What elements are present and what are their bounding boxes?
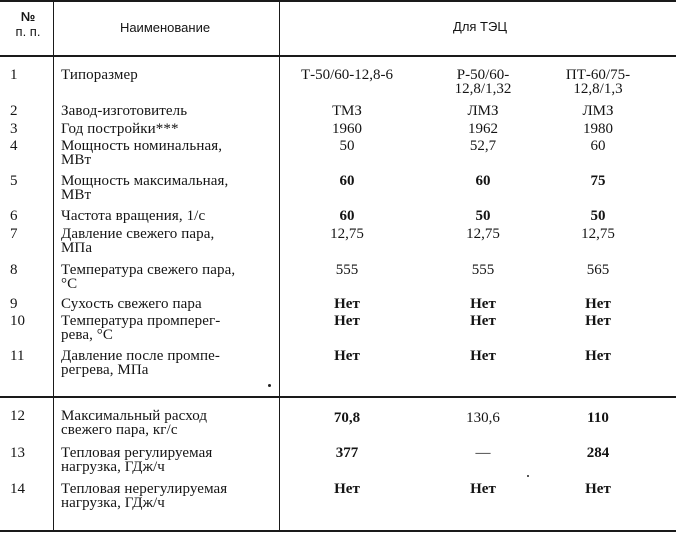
row-name-line: свежего пара, кг/с <box>61 422 178 438</box>
row-value-cell <box>418 297 548 311</box>
row-name-line: Максимальный расход <box>61 408 208 424</box>
row-value-line: 12,8/1,3 <box>573 81 623 97</box>
row-value-line: Нет <box>585 296 611 312</box>
row-value-cell <box>282 349 412 363</box>
row-number: 2 <box>10 103 18 119</box>
row-value-cell <box>282 68 412 82</box>
row-value-line: 284 <box>586 445 610 461</box>
row-value-cell <box>282 174 412 188</box>
row-name <box>61 122 279 136</box>
row-name-line: Сухость свежего пара <box>61 296 202 312</box>
row-name <box>61 139 279 167</box>
header-num-line2: п. п. <box>15 24 41 39</box>
row-name-line: Давление после промпе- <box>61 348 220 364</box>
row-value-line: Нет <box>334 348 360 364</box>
row-name <box>61 227 279 255</box>
row-value-cell <box>418 314 548 328</box>
row-value-cell <box>533 174 663 188</box>
row-name-line: регрева, МПа <box>61 362 149 378</box>
row-value-line: 12,75 <box>330 226 364 242</box>
row-value-line: 50 <box>475 208 491 224</box>
row-value-line: Нет <box>470 348 496 364</box>
row-name-line: МПа <box>61 240 93 256</box>
row-name <box>61 349 279 377</box>
row-value-cell <box>533 263 663 277</box>
row-value-cell <box>533 482 663 496</box>
row-name-line: Мощность номинальная, <box>61 138 223 154</box>
row-name-line: Тепловая регулируемая <box>61 445 213 461</box>
row-value-cell <box>533 349 663 363</box>
row-name <box>61 446 279 474</box>
row-value-cell <box>418 174 548 188</box>
row-value-line: Нет <box>470 296 496 312</box>
row-value-line: Нет <box>334 313 360 329</box>
row-value-cell <box>282 297 412 311</box>
row-name-line: Типоразмер <box>61 67 138 83</box>
row-value-cell <box>533 68 663 96</box>
row-name-line: МВт <box>61 152 92 168</box>
row-value-cell <box>533 446 663 460</box>
header-num-line1: № <box>20 9 36 24</box>
row-number: 5 <box>10 173 18 189</box>
row-name-line: нагрузка, ГДж/ч <box>61 495 165 511</box>
row-value-cell <box>418 482 548 496</box>
row-value-line: 12,8/1,32 <box>454 81 512 97</box>
row-name-line: Мощность максимальная, <box>61 173 229 189</box>
row-value-line: 1962 <box>468 121 498 137</box>
row-name-line: Частота вращения, 1/с <box>61 208 206 224</box>
row-name-line: МВт <box>61 187 92 203</box>
row-name <box>61 263 279 291</box>
row-value-line: Нет <box>585 481 611 497</box>
row-value-line: ЛМЗ <box>467 103 499 119</box>
row-name-line: Температура промперег- <box>61 313 221 329</box>
row-name <box>61 409 279 437</box>
section-divider-rule <box>0 396 676 398</box>
row-value-line: ЛМЗ <box>582 103 614 119</box>
row-value-cell <box>418 411 548 425</box>
row-value-cell <box>418 104 548 118</box>
row-name-line: нагрузка, ГДж/ч <box>61 459 165 475</box>
row-value-cell <box>282 446 412 460</box>
row-value-line: 130,6 <box>466 410 500 426</box>
row-name-line: Тепловая нерегулируемая <box>61 481 228 497</box>
row-name-line: рева, °С <box>61 327 114 343</box>
row-name <box>61 174 279 202</box>
row-value-line: 555 <box>471 262 495 278</box>
row-number: 10 <box>10 313 25 329</box>
row-value-line: 75 <box>590 173 606 189</box>
row-value-cell <box>418 139 548 153</box>
row-value-cell <box>282 209 412 223</box>
row-value-cell <box>533 314 663 328</box>
row-value-cell <box>533 209 663 223</box>
row-number: 9 <box>10 296 18 312</box>
row-value-cell <box>533 227 663 241</box>
row-value-line: 12,75 <box>466 226 500 242</box>
row-name <box>61 297 279 311</box>
row-value-line: 1960 <box>332 121 362 137</box>
row-value-line: Т-50/60-12,8-6 <box>300 67 394 83</box>
row-value-line: 377 <box>335 445 359 461</box>
row-value-cell <box>282 314 412 328</box>
row-name <box>61 104 279 118</box>
row-value-line: Нет <box>334 296 360 312</box>
row-value-line: Нет <box>470 481 496 497</box>
row-name <box>61 314 279 342</box>
row-value-line: 60 <box>339 208 355 224</box>
row-number: 8 <box>10 262 18 278</box>
print-speck <box>527 475 529 477</box>
row-name <box>61 482 279 510</box>
row-value-line: 12,75 <box>581 226 615 242</box>
name-column-divider <box>279 0 280 532</box>
row-value-line: 60 <box>590 138 606 154</box>
row-value-cell <box>282 227 412 241</box>
row-value-line: 555 <box>335 262 359 278</box>
row-value-line: 52,7 <box>469 138 497 154</box>
row-value-cell <box>282 139 412 153</box>
print-speck <box>268 384 271 387</box>
row-name-line: Температура свежего пара, <box>61 262 236 278</box>
row-number: 12 <box>10 408 25 424</box>
header-name: Наименование <box>119 20 211 35</box>
row-value-line: — <box>475 445 491 461</box>
row-name-line: Завод-изготовитель <box>61 103 188 119</box>
row-value-cell <box>282 263 412 277</box>
row-value-cell <box>418 446 548 460</box>
row-value-line: 60 <box>475 173 491 189</box>
row-value-cell <box>533 411 663 425</box>
row-number: 3 <box>10 121 18 137</box>
row-number: 4 <box>10 138 18 154</box>
row-value-line: Нет <box>470 313 496 329</box>
row-value-line: Нет <box>585 313 611 329</box>
row-number: 13 <box>10 445 25 461</box>
row-value-cell <box>533 139 663 153</box>
row-name <box>61 209 279 223</box>
row-value-line: 50 <box>339 138 355 154</box>
row-value-line: Нет <box>585 348 611 364</box>
row-value-cell <box>533 104 663 118</box>
header-group: Для ТЭЦ <box>453 19 507 34</box>
row-value-line: 110 <box>587 410 609 426</box>
row-value-cell <box>282 122 412 136</box>
row-name-line: Давление свежего пара, <box>61 226 215 242</box>
row-value-cell <box>418 68 548 96</box>
row-value-cell <box>282 411 412 425</box>
row-value-line: 60 <box>339 173 355 189</box>
row-number: 14 <box>10 481 25 497</box>
row-number: 7 <box>10 226 18 242</box>
table-top-rule <box>0 0 676 2</box>
num-column-divider <box>53 0 54 532</box>
row-value-line: ТМЗ <box>332 103 362 119</box>
row-value-line: ПТ-60/75- <box>565 67 631 83</box>
row-value-line: 50 <box>590 208 606 224</box>
row-value-cell <box>418 227 548 241</box>
row-name-line: °С <box>61 276 78 292</box>
row-value-cell <box>282 104 412 118</box>
row-number: 11 <box>10 348 25 364</box>
row-value-line: 70,8 <box>333 410 361 426</box>
row-value-cell <box>418 263 548 277</box>
row-value-line: Нет <box>334 481 360 497</box>
table-bottom-rule <box>0 530 676 532</box>
row-value-cell <box>418 209 548 223</box>
row-value-line: 1980 <box>583 121 613 137</box>
row-name-line: Год постройки*** <box>61 121 179 137</box>
row-number: 6 <box>10 208 18 224</box>
row-value-cell <box>282 482 412 496</box>
row-value-cell <box>533 297 663 311</box>
row-value-line: Р-50/60- <box>456 67 510 83</box>
header-bottom-rule <box>0 55 676 57</box>
row-value-cell <box>418 349 548 363</box>
row-value-cell <box>533 122 663 136</box>
row-value-cell <box>418 122 548 136</box>
row-name <box>61 68 279 82</box>
row-value-line: 565 <box>586 262 610 278</box>
row-number: 1 <box>10 67 18 83</box>
